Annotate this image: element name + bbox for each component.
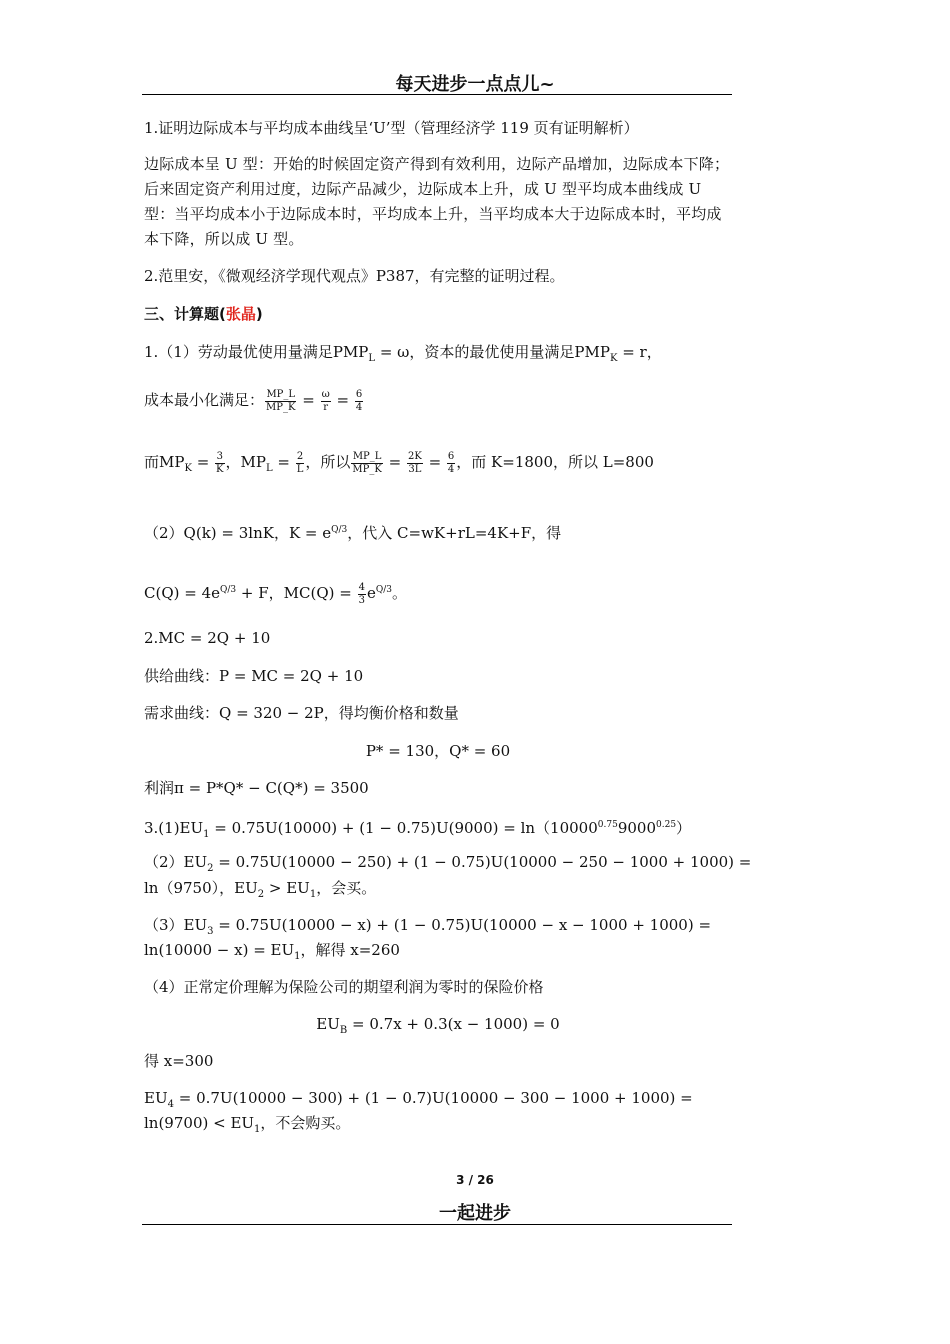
footer-rule <box>142 1224 732 1225</box>
frac-num: 2K <box>407 450 422 462</box>
frac-den: 4 <box>355 401 363 413</box>
frac-den: MP_K <box>352 463 382 475</box>
header-title: 每天进步一点点儿~ <box>395 74 555 95</box>
q1-l1-sub-k: K <box>609 353 618 364</box>
frac-den: r <box>323 401 329 413</box>
q1-l1-sub-l: L <box>368 353 376 364</box>
q3-line-6: （4）正常定价理解为保险公司的期望利润为零时的保险价格 <box>144 978 544 996</box>
q1-l1-e: = r， <box>617 343 662 361</box>
q3-l7-c: = 0.7x + 0.3(x − 1000) = 0 <box>347 1015 560 1033</box>
q1-l3-a: 而MP <box>144 453 185 471</box>
q3-l1-sub: 1 <box>203 829 210 840</box>
q1-line-5 <box>144 578 732 607</box>
q1-l5-a: C(Q) = 4e <box>144 584 221 602</box>
q1-line-1 <box>144 340 732 371</box>
q3-l5-c: ，解得 x=260 <box>300 941 400 959</box>
frac-num: 6 <box>355 388 363 400</box>
fraction-6-4 <box>355 389 363 414</box>
q1-l3-sub-l: L <box>265 463 273 474</box>
q1-l4-exponent: Q/3 <box>331 525 348 535</box>
q3-l1-sup-2: 0.25 <box>656 820 677 830</box>
q3-line-1 <box>144 813 732 847</box>
q3-line-5 <box>144 938 732 969</box>
frac-num: 4 <box>358 581 365 593</box>
q3-line-3 <box>144 876 732 907</box>
q3-l2-c: = 0.75U(10000 − 250) + (1 − 0.75)U(10000 − 250 − 1000 + 1000) = <box>213 853 752 871</box>
q3-l5-sub: 1 <box>294 951 301 962</box>
section-heading <box>144 302 732 327</box>
q1-l1-c: = ω，资本的最优使用量满足PMP <box>375 343 610 361</box>
frac-den: K <box>216 463 224 475</box>
q3-l4-a: （3）EU <box>144 916 208 934</box>
q3-l10-c: ，不会购买。 <box>260 1114 351 1132</box>
q3-l4-sub: 3 <box>207 926 214 937</box>
q3-l1-a: 3.(1)EU <box>144 819 204 837</box>
q1-l5-d: e <box>367 584 376 602</box>
equals: = <box>297 391 320 409</box>
q1-l5-c: + F，MC(Q) = <box>236 584 357 602</box>
q1-l3-h: ，而 K=1800，所以 L=800 <box>456 453 654 471</box>
q3-l1-sup-1: 0.75 <box>597 820 618 830</box>
fraction-2-l <box>296 451 305 476</box>
q2-line-3: 需求曲线：Q = 320 − 2P，得均衡价格和数量 <box>144 704 459 722</box>
footer-title: 一起进步 <box>439 1203 511 1224</box>
frac-num: ω <box>321 388 330 400</box>
q1-line-4 <box>144 518 732 546</box>
q3-l10-a: ln(9700) < EU <box>144 1114 255 1132</box>
frac-den: 3L <box>408 463 422 475</box>
equals: = <box>331 391 354 409</box>
frac-den: 3 <box>358 594 365 606</box>
frac-num: 3 <box>216 450 223 462</box>
q1-l3-eq: = <box>191 453 215 471</box>
fraction-4-3 <box>358 582 366 607</box>
fraction-mpl-mpk-2 <box>351 451 382 476</box>
q3-l2-a: （2）EU <box>144 853 208 871</box>
fraction-2k-3l <box>407 451 423 476</box>
q3-line-10 <box>144 1111 732 1142</box>
q3-line-7 <box>144 1012 732 1043</box>
paragraph-2: 边际成本呈 U 型：开始的时候固定资产得到有效利用，边际产品增加，边际成本下降；后来固定资产利用过度，边际产品减少，边际成本上升，成 U 型平均成本曲线成 U 型：当平均成本小于边际成本时，平均成本上升，当平均成本大于边际成本时，平均成本下降，所以成 U 型。 <box>144 155 730 248</box>
section-heading-text: 三、计算题( <box>144 305 226 323</box>
q3-l9-sub: 4 <box>167 1099 174 1110</box>
q3-l4-c: = 0.75U(10000 − x) + (1 − 0.75)U(10000 − x − 1000 + 1000) = <box>213 916 712 934</box>
q1-l4-c: ，代入 C=wK+rL=4K+F，得 <box>347 524 562 542</box>
fraction-3-k <box>215 451 224 476</box>
q2-line-2: 供给曲线：P = MC = 2Q + 10 <box>144 667 364 685</box>
q3-l1-c: = 0.75U(10000) + (1 − 0.75)U(9000) = ln（10000 <box>209 819 598 837</box>
frac-den: 4 <box>447 463 455 475</box>
frac-den: MP_K <box>266 401 296 413</box>
q1-line-2 <box>144 388 732 414</box>
q3-l2-sub: 2 <box>207 863 214 874</box>
q1-l3-eq2: = <box>272 453 295 471</box>
section-heading-close: ) <box>255 305 263 323</box>
q3-l7-sub: B <box>339 1025 348 1036</box>
q2-line-1: 2.MC = 2Q + 10 <box>144 629 271 647</box>
q3-l1-g: ） <box>676 819 692 837</box>
q1-l5-f: 。 <box>392 584 408 602</box>
fraction-omega-r <box>321 389 331 414</box>
q3-l5-a: ln(10000 − x) = EU <box>144 941 295 959</box>
q2-line-4: P* = 130，Q* = 60 <box>365 742 511 760</box>
equals: = <box>383 453 406 471</box>
q3-l3-e: ，会买。 <box>316 879 377 897</box>
section-author: 张晶 <box>225 305 256 323</box>
q1-l5-exponent-2: Q/3 <box>375 585 393 595</box>
q1-l5-exponent: Q/3 <box>220 585 237 595</box>
frac-num: 6 <box>447 450 455 462</box>
q3-line-8: 得 x=300 <box>144 1052 214 1070</box>
q3-l3-c: > EU <box>264 879 310 897</box>
paragraph-3: 2.范里安，《微观经济学现代观点》P387，有完整的证明过程。 <box>144 267 565 285</box>
header-rule <box>142 94 732 95</box>
frac-num: 2 <box>296 450 304 462</box>
frac-den: L <box>296 463 304 475</box>
q3-l7-a: EU <box>316 1015 340 1033</box>
q3-l1-e: 9000 <box>617 819 656 837</box>
paragraph-1: 1.证明边际成本与平均成本曲线呈‘U’型（管理经济学 119 页有证明解析） <box>144 119 639 137</box>
q2-line-5: 利润π = P*Q* − C(Q*) = 3500 <box>144 779 369 797</box>
q3-l3-sub-1: 2 <box>257 889 265 900</box>
q3-l3-sub-2: 1 <box>309 889 317 900</box>
q1-l3-d: ，MP <box>225 453 266 471</box>
frac-num: MP_L <box>352 450 382 462</box>
q1-l4-a: （2）Q(k) = 3lnK，K = e <box>144 524 332 542</box>
q3-l3-a: ln（9750），EU <box>144 879 258 897</box>
q1-l3-g: ，所以 <box>305 453 351 471</box>
q3-l9-c: = 0.7U(10000 − 300) + (1 − 0.7)U(10000 − 300 − 1000 + 1000) = <box>173 1089 693 1107</box>
page-number: 3 / 26 <box>456 1173 494 1187</box>
fraction-6-4-b <box>447 451 455 476</box>
q1-l1-a: 1.（1）劳动最优使用量满足PMP <box>144 343 369 361</box>
equals: = <box>423 453 446 471</box>
fraction-mpl-mpk <box>265 389 296 414</box>
q3-l9-a: EU <box>144 1089 168 1107</box>
frac-num: MP_L <box>266 388 296 400</box>
q1-line-3 <box>144 450 732 481</box>
q1-l2-prefix: 成本最小化满足： <box>144 391 265 409</box>
q3-l10-sub: 1 <box>254 1124 261 1135</box>
q1-l3-sub-k: K <box>184 463 192 474</box>
